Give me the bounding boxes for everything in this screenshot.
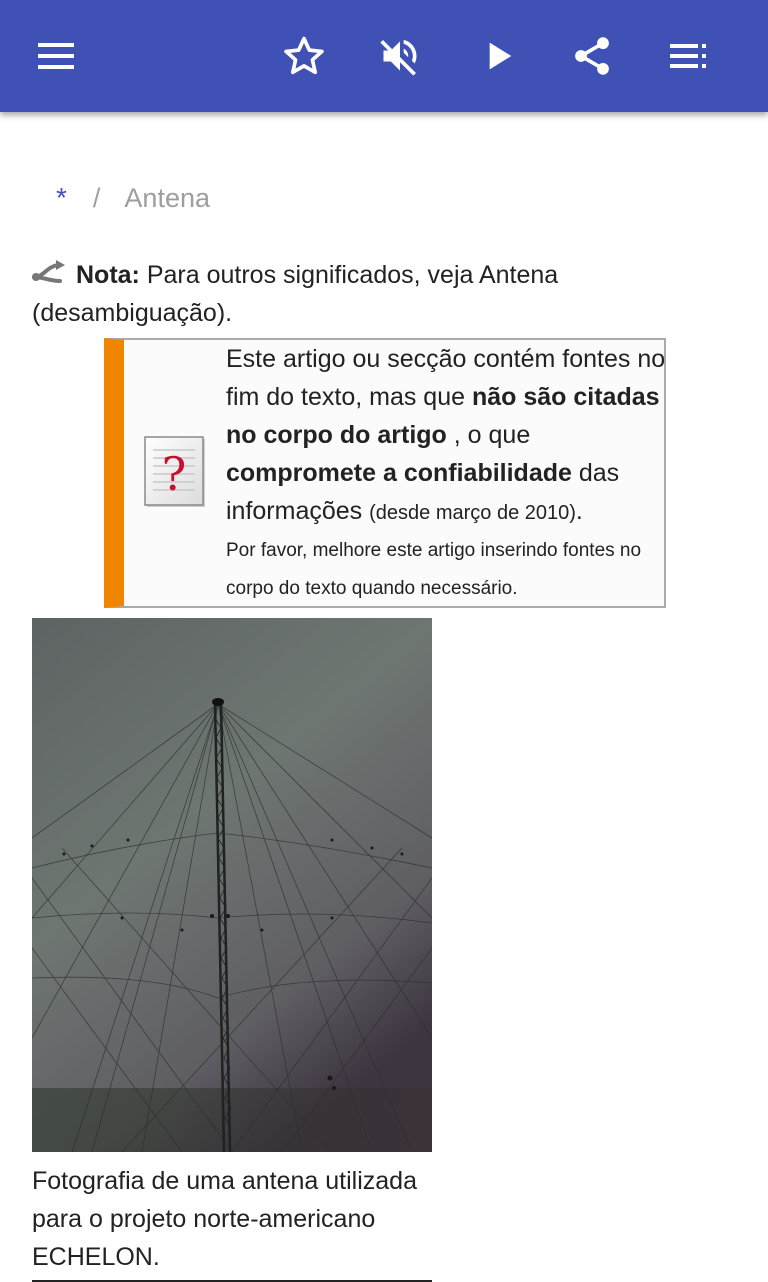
breadcrumb-home[interactable]: *: [56, 182, 67, 213]
favorite-button[interactable]: [272, 24, 336, 88]
breadcrumb: [56, 176, 210, 220]
warning-bold-2: compromete a confiabilidade: [226, 459, 572, 487]
warning-date: (desde março de 2010): [369, 502, 576, 524]
share-button[interactable]: [560, 24, 624, 88]
menu-icon: [36, 36, 76, 76]
note-label: Nota:: [76, 261, 140, 289]
question-document-icon: [144, 436, 208, 512]
app-bar: [0, 0, 768, 112]
figure-caption: Fotografia de uma antena utilizada para o projeto norte-americano ECHELON.: [32, 1162, 432, 1282]
warning-text-4: .: [575, 497, 583, 525]
article-content: [32, 256, 736, 332]
mute-button[interactable]: [368, 24, 432, 88]
breadcrumb-current: Antena: [124, 182, 210, 213]
star-outline-icon: [282, 34, 326, 78]
svg-text:?: ?: [161, 447, 187, 501]
antenna-photo[interactable]: [32, 618, 432, 1152]
table-of-contents-button[interactable]: [656, 24, 720, 88]
volume-off-icon: [378, 34, 422, 78]
list-icon: [668, 36, 708, 76]
disambiguation-note: [32, 256, 736, 332]
warning-text-2: , o que: [446, 421, 531, 449]
play-icon: [478, 36, 518, 76]
note-text[interactable]: Para outros significados, veja Antena (desambiguação).: [32, 261, 559, 327]
citation-warning-text: [226, 340, 666, 608]
warning-tip: Por favor, melhore este artigo inserindo fontes no corpo do texto quando necessário.: [226, 540, 642, 599]
breadcrumb-separator: /: [92, 182, 101, 213]
figure: [32, 618, 432, 1282]
warning-text-1: Este artigo ou secção contém fontes no fim do texto, mas que: [226, 345, 666, 411]
play-button[interactable]: [466, 24, 530, 88]
citation-warning-box: [104, 338, 666, 608]
share-icon: [570, 34, 614, 78]
disambiguation-icon: [32, 259, 72, 287]
menu-button[interactable]: [24, 24, 88, 88]
warning-bold-1: não são citadas no corpo do artigo: [226, 383, 660, 449]
warning-text-3: das informações: [226, 459, 620, 525]
